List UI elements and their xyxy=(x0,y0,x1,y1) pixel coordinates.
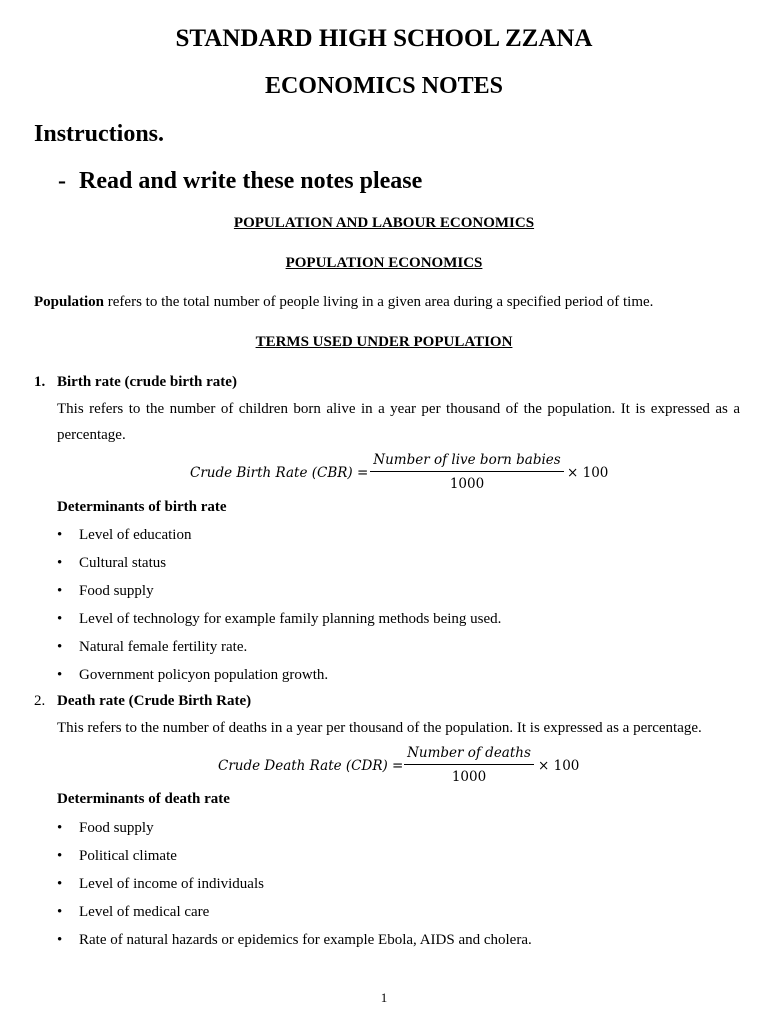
definition-text: refers to the total number of people living in a given area during a specified period of time. xyxy=(104,294,654,310)
section-title-terms: TERMS USED UNDER POPULATION xyxy=(255,334,513,350)
death-rate-title: Death rate (Crude Birth Rate) xyxy=(57,693,252,709)
bullet-icon: • xyxy=(57,555,63,571)
cdr-formula-lhs: Crude Death Rate (CDR) = xyxy=(218,758,404,774)
instruction-item xyxy=(58,168,422,195)
bullet-icon: • xyxy=(57,932,63,948)
birth-rate-description-cont: percentage. xyxy=(57,427,126,443)
death-determinants-title: Determinants of death rate xyxy=(57,791,230,807)
death-rate-description: This refers to the number of deaths in a year per thousand of the population. It is expressed as a percentage. xyxy=(57,720,702,736)
bullet-icon: • xyxy=(57,667,63,683)
school-title: STANDARD HIGH SCHOOL ZZANA xyxy=(175,25,593,52)
cbr-denominator: 1000 xyxy=(449,476,485,492)
page-number: 1 xyxy=(380,990,388,1005)
definition-term: Population xyxy=(34,294,105,310)
cbr-formula-lhs: Crude Birth Rate (CBR) = xyxy=(190,465,369,481)
subject-title: ECONOMICS NOTES xyxy=(264,73,504,99)
bullet-icon: • xyxy=(57,527,63,543)
bullet-icon: • xyxy=(57,639,63,655)
bullet-icon: • xyxy=(57,904,63,920)
bullet-icon: • xyxy=(57,583,63,599)
instruction-text: Read and write these notes please xyxy=(79,168,423,194)
cbr-multiplier: × 100 xyxy=(567,465,609,481)
bullet-icon: • xyxy=(57,611,63,627)
birth-rate-title: Birth rate (crude birth rate) xyxy=(57,374,237,390)
section-title-sub: POPULATION ECONOMICS xyxy=(285,255,483,271)
birth-determinants-title: Determinants of birth rate xyxy=(57,499,227,515)
bullet-icon: • xyxy=(57,876,63,892)
bullet-icon: • xyxy=(57,848,63,864)
cdr-numerator: Number of deaths xyxy=(404,745,534,765)
section-title-main: POPULATION AND LABOUR ECONOMICS xyxy=(233,215,535,231)
dash-marker: - xyxy=(58,168,66,194)
population-definition xyxy=(34,294,653,311)
cdr-denominator: 1000 xyxy=(451,769,487,785)
cdr-multiplier: × 100 xyxy=(538,758,580,774)
birth-rate-number: 1. xyxy=(34,374,46,390)
cbr-numerator: Number of live born babies xyxy=(370,452,564,472)
cbr-fraction xyxy=(370,452,564,492)
death-rate-number: 2. xyxy=(34,693,46,709)
instructions-heading: Instructions. xyxy=(34,121,165,147)
birth-rate-description: This refers to the number of children born alive in a year per thousand of the population. It is expressed as a xyxy=(57,401,740,417)
document-page: STANDARD HIGH SCHOOL ZZANA ECONOMICS NOTES Instructions. - Read and write these notes please POPULATION AND LABOUR ECONOMICS POPULATION ECONOMICS Population refers to the total number of people living in a given area during a specified period of time. TERMS USED UNDER POPULATION 1. Birth rate (crude birth rate) This refers to the number of children born alive in a year per thousand of the population. It is expressed as a percentage. Crude Birth Rate (CBR) = Number of live born babies 1000 × 100 Determinants of birth rate • Level of education • Cultural status • Food supply • Level of technology for example family planning methods being used. • Natural female fertility rate. • Government policyon population growth. 2. Death rate (Crude Birth Rate) This refers to the number of deaths in a year per thousand of the population. It is expressed as a percentage. Crude Death Rate (CDR) = Number of deaths 1000 × 100 Determinants of death rate • Food supply • Political climate • Level of income of individuals • Level of medical care • Rate of natural hazards or epidemics for example Ebola, AIDS and cholera. 1 xyxy=(0,0,768,1024)
bullet-icon: • xyxy=(57,820,63,836)
cdr-fraction xyxy=(404,745,534,785)
